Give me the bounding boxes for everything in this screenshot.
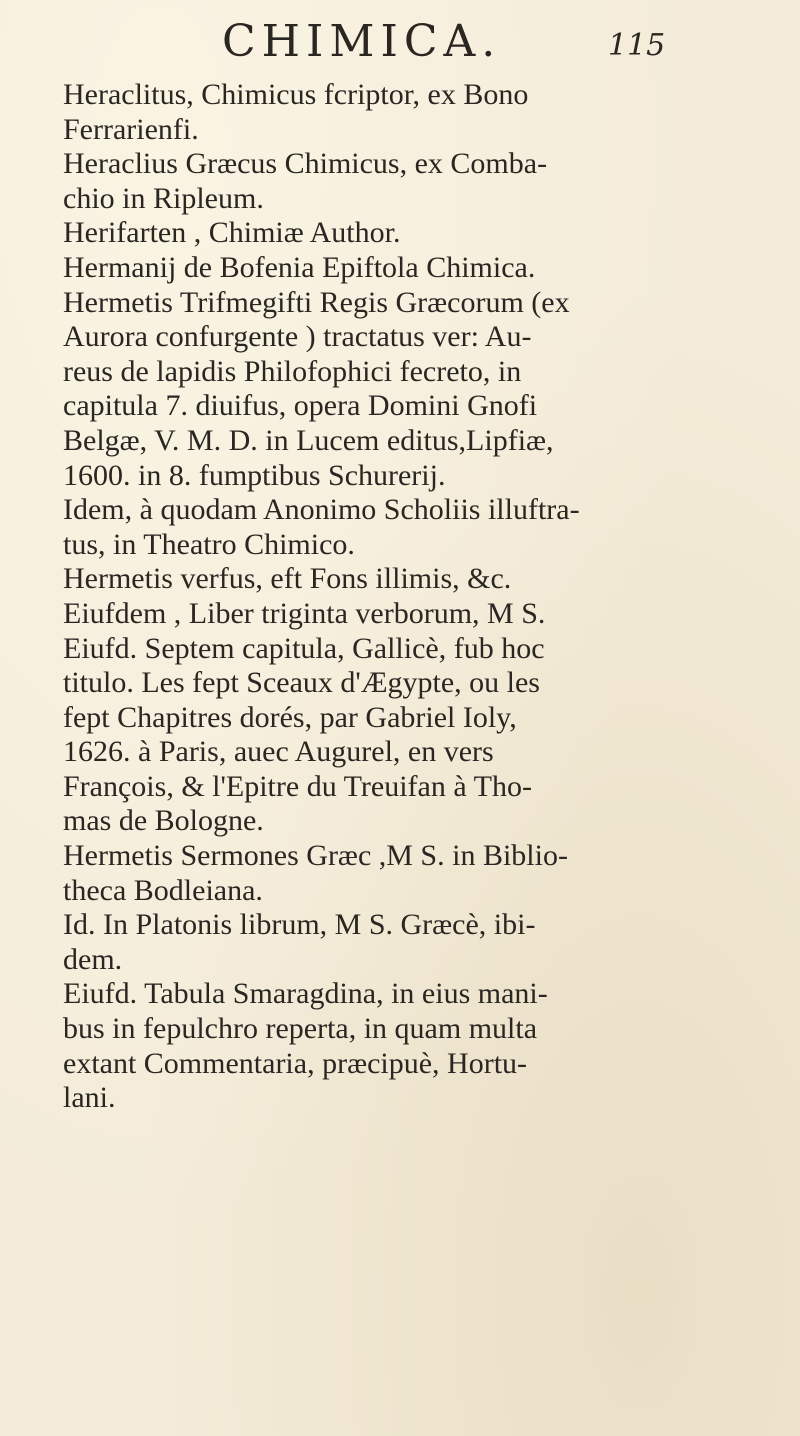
entry-line: Eiufd. Tabula Smaragdina, in eius mani- (63, 977, 548, 1011)
entry-line: Belgæ, V. M. D. in Lucem editus,Lipfiæ, (63, 423, 554, 457)
entry-line: Eiufdem , Liber triginta verborum, M S. (63, 596, 546, 630)
bibliography-entry (63, 147, 703, 216)
bibliography-entry (63, 286, 703, 494)
bibliography-entry (63, 908, 703, 977)
entry-line: 1600. in 8. fumptibus Schurerij. (63, 458, 446, 492)
entry-line: mas de Bologne. (63, 804, 264, 838)
entry-line: dem. (63, 942, 123, 976)
entry-line: François, & l'Epitre du Treuifan à Tho- (63, 769, 532, 803)
entry-line: tus, in Theatro Chimico. (63, 527, 355, 561)
entry-line: Heraclius Græcus Chimicus, ex Comba- (63, 147, 548, 181)
bibliography-entry (63, 839, 703, 908)
bibliography-entry (63, 493, 703, 562)
running-title: CHIMICA. (222, 16, 502, 67)
bibliography-entry (63, 597, 703, 632)
entry-line: extant Commentaria, præcipuè, Hortu- (63, 1046, 528, 1080)
entry-line: Aurora confurgente ) tractatus ver: Au- (63, 320, 532, 354)
entry-line: Hermetis Sermones Græc ,M S. in Biblio- (63, 839, 568, 873)
entry-line: Ferrarienfi. (63, 112, 199, 146)
entry-line: Heraclitus, Chimicus fcriptor, ex Bono (63, 78, 529, 111)
entry-line: reus de lapidis Philofophici fecreto, in (63, 354, 522, 388)
entry-line: Hermanij de Bofenia Epiftola Chimica. (63, 250, 536, 284)
entry-line: bus in fepulchro reperta, in quam multa (63, 1012, 538, 1046)
running-head (0, 16, 800, 72)
entry-line: Eiufd. Septem capitula, Gallicè, fub hoc (63, 631, 545, 665)
bibliography-entry (63, 216, 703, 251)
entry-line: Id. In Platonis librum, M S. Græcè, ibi- (63, 908, 536, 942)
entry-line: chio in Ripleum. (63, 181, 264, 215)
bibliography-entry (63, 78, 703, 147)
bibliography-entry (63, 632, 703, 840)
entry-line: 1626. à Paris, auec Augurel, en vers (63, 735, 494, 769)
page-number: 115 (608, 28, 666, 63)
entry-line: theca Bodleiana. (63, 873, 263, 907)
bibliography-entry (63, 977, 703, 1115)
bibliography-entry (63, 562, 703, 597)
entry-line: Herifarten , Chimiæ Author. (63, 216, 401, 250)
entry-line: Idem, à quodam Anonimo Scholiis illuftra- (63, 493, 580, 527)
entry-line: lani. (63, 1081, 116, 1115)
entry-line: Hermetis Trifmegifti Regis Græcorum (ex (63, 285, 570, 319)
bibliography-entries (63, 78, 703, 1116)
entry-line: capitula 7. diuifus, opera Domini Gnofi (63, 389, 538, 423)
entry-line: titulo. Les fept Sceaux d'Ægypte, ou les (63, 666, 540, 700)
entry-line: Hermetis verfus, eft Fons illimis, &c. (63, 562, 512, 596)
bibliography-entry (63, 251, 703, 286)
entry-line: fept Chapitres dorés, par Gabriel Ioly, (63, 700, 517, 734)
